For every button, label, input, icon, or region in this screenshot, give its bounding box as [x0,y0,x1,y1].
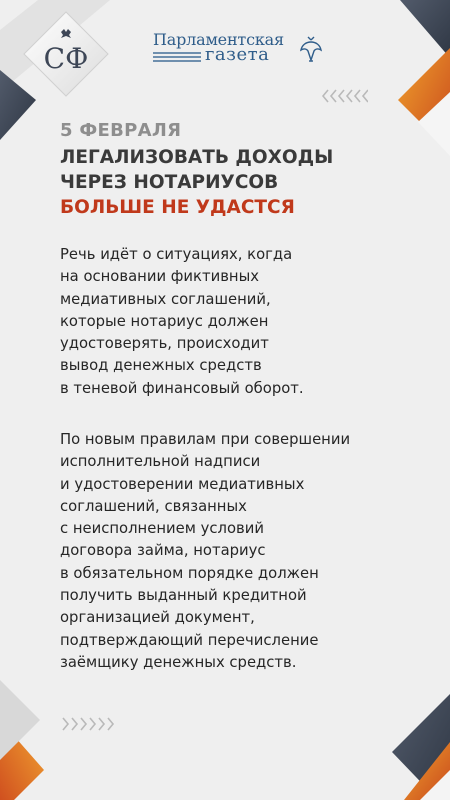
article-date: 5 ФЕВРАЛЯ [60,120,182,141]
sf-logo-icon [22,10,110,98]
paragraph-line: организацией документ, [60,609,255,627]
paragraph-line: и удостоверении медиативных [60,475,305,493]
chevron-arrows-icon [62,716,118,732]
title-highlight: БОЛЬШЕ НЕ УДАСТСЯ [60,197,295,218]
paragraph-1 [60,244,304,400]
paragraph-line: которые нотариус должен [60,312,269,330]
paragraph-line: медиативных соглашений, [60,290,271,308]
title-line-2: ЧЕРЕЗ НОТАРИУСОВ [60,172,279,193]
paragraph-2 [60,429,350,674]
paragraph-line: в теневой финансовый оборот. [60,379,304,397]
paragraph-line: получить выданный кредитной [60,587,307,605]
paragraph-line: удостоверять, происходит [60,335,269,353]
paragraph-line: исполнительной надписи [60,453,261,471]
pg-logo [153,30,328,70]
pg-logo-line1: Парламентская [153,30,284,49]
paragraph-line: в обязательном порядке должен [60,564,319,582]
paragraph-line: Речь идёт о ситуациях, когда [60,246,293,263]
paragraph-line: заёмщику денежных средств. [60,653,297,671]
paragraph-line: вывод денежных средств [60,357,262,375]
chevron-arrows-icon [322,88,368,104]
eagle-emblem-icon [299,36,323,64]
paragraph-line: с неисполнением условий [60,520,264,538]
paragraph-line: договора займа, нотариус [60,542,266,560]
paragraph-line: По новым правилам при совершении [60,431,351,448]
paragraph-line: подтверждающий перечисление [60,631,319,649]
top-right-dark-shape [400,0,450,58]
paragraph-line: соглашений, связанных [60,497,247,515]
pg-logo-line2: газета [205,44,270,65]
article-title [60,145,333,220]
pg-logo-fineprint [153,52,201,64]
sf-logo-text: СФ [43,42,89,75]
title-line-1: ЛЕГАЛИЗОВАТЬ ДОХОДЫ [60,147,334,168]
paragraph-line: на основании фиктивных [60,268,260,286]
